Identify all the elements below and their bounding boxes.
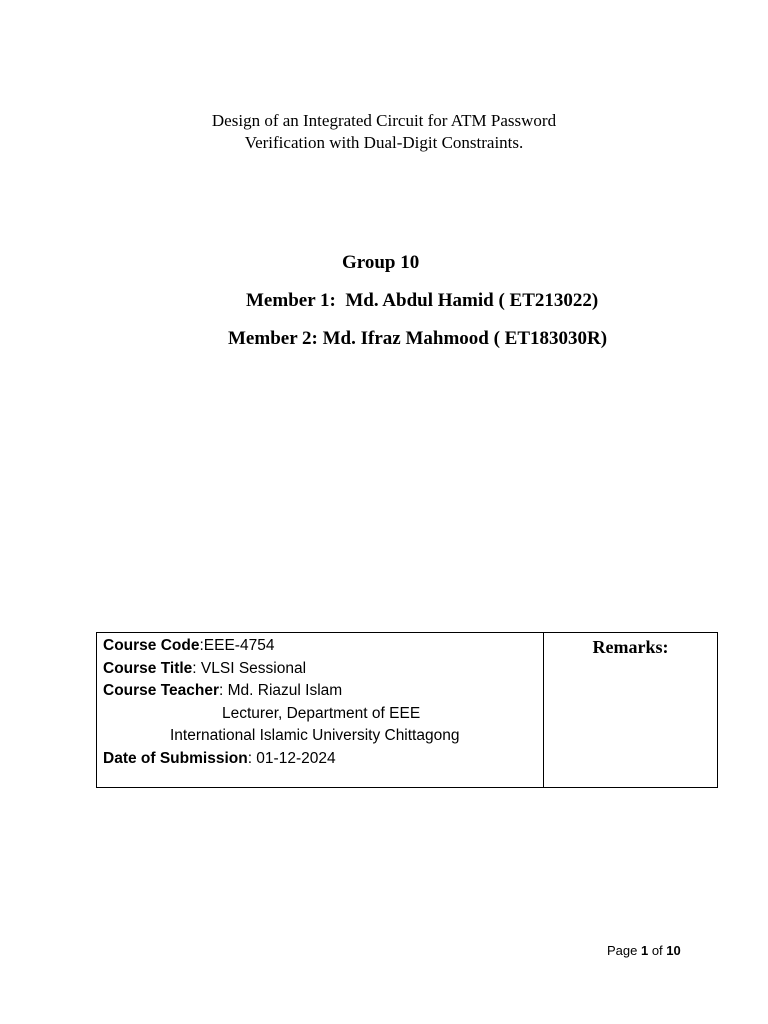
submission-date-value: : 01-12-2024 [247,749,336,767]
course-teacher-value: : Md. Riazul Islam [219,682,343,699]
submission-date-label: Date of Submission [103,749,248,767]
page-number-footer [607,943,681,958]
course-info-table [96,632,718,788]
course-code-value: :EEE-4754 [199,637,275,654]
document-title [0,110,768,154]
group-heading: Group 10 [342,252,420,273]
course-title-row [103,658,537,681]
course-info-cell [97,633,544,787]
course-code-row [103,635,537,658]
submission-date-row [103,748,537,771]
course-teacher-label: Course Teacher [103,682,220,699]
course-title-label: Course Title [103,659,193,677]
course-teacher-row [103,680,537,703]
page-current: 1 [640,943,649,958]
course-title-value: : VLSI Sessional [192,659,307,677]
teacher-position: Lecturer, Department of EEE [222,704,421,722]
member-1: Member 1: Md. Abdul Hamid ( ET213022) [246,290,599,311]
remarks-label: Remarks: [592,637,669,657]
of-word: of [648,943,667,958]
member-2: Member 2: Md. Ifraz Mahmood ( ET183030R) [228,328,608,349]
title-line-2: Verification with Dual-Digit Constraints. [244,133,524,152]
page-word: Page [607,943,641,958]
page-total: 10 [666,943,681,958]
title-line-1: Design of an Integrated Circuit for ATM Password [211,111,557,130]
remarks-cell [544,633,717,787]
teacher-institution: International Islamic University Chittagong [170,727,460,744]
course-code-label: Course Code [103,637,200,654]
